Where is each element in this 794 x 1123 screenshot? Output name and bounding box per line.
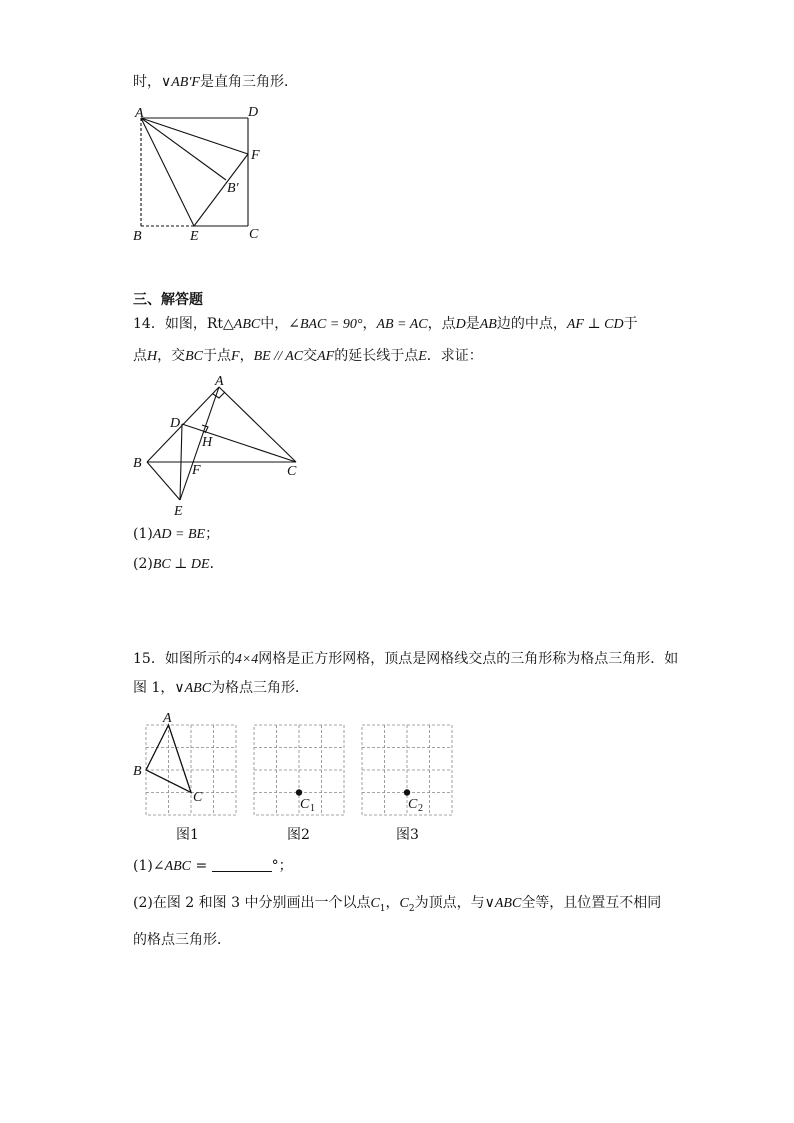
- q14-text: 点: [133, 348, 147, 364]
- q14-text: 交: [303, 348, 318, 364]
- q14-text: 中，: [260, 316, 289, 332]
- q14-label-H: H: [202, 435, 213, 450]
- q15-part2-c2-sub: 2: [408, 903, 415, 914]
- q14-text: ，交: [157, 348, 186, 364]
- q15-part2-line2: 的格点三角形．: [133, 932, 231, 948]
- q15-part1-eq: =: [191, 858, 212, 874]
- q14-seg: AF: [317, 349, 335, 364]
- q13-label-B: B: [133, 229, 142, 244]
- q14-part2-num: (2): [133, 556, 153, 572]
- q14-part2-end: ．: [209, 556, 224, 572]
- q15-caption-fig3: 图3: [396, 827, 419, 843]
- q13-label-C: C: [249, 227, 259, 242]
- q15-grid-fig1: [146, 725, 236, 815]
- q14-eq: AB = AC: [376, 317, 428, 332]
- q15-part2-text: ，: [385, 895, 400, 911]
- q14-seg: BC: [185, 349, 204, 364]
- q14-label-D: D: [170, 416, 181, 431]
- q15-part2-triangle: ∨ABC: [484, 896, 522, 911]
- q14-point: F: [231, 349, 240, 364]
- q14-part1-end: ；: [205, 526, 220, 542]
- q14-text: ，: [362, 316, 377, 332]
- q14-text: ，点: [427, 316, 456, 332]
- q15-part2-text: 为顶点，与: [414, 895, 485, 911]
- q14-text: ，: [239, 348, 254, 364]
- q14-perp: AF ⊥ CD: [566, 317, 624, 332]
- q15-text: 为格点三角形．: [211, 680, 310, 696]
- q14-text: 于: [623, 316, 638, 332]
- q14-text: 的延长线于点: [334, 348, 419, 364]
- q15-grid-fig2: [254, 725, 344, 815]
- q15-part1-text: (1)∠: [133, 858, 165, 874]
- q14-parallel: BE // AC: [253, 349, 304, 364]
- q15-triangle: ∨ABC: [174, 681, 212, 696]
- q14-part2-expr: BC ⊥ DE: [152, 557, 210, 572]
- q14-point: D: [455, 317, 466, 332]
- q14-text: 边的中点，: [496, 316, 567, 332]
- q15-caption-fig2: 图2: [287, 827, 310, 843]
- q14-point: E: [418, 349, 427, 364]
- q14-text: ．求证：: [426, 348, 483, 364]
- q14-text: 14．如图，: [133, 316, 207, 332]
- q15-part2-text: 全等，且位置互不相同: [521, 895, 662, 911]
- q15-label-C2-sub: 2: [418, 803, 423, 814]
- q15-grid-size: 4×4: [234, 652, 259, 667]
- q15-part2-line1: [133, 893, 661, 919]
- q15-answer-blank[interactable]: [212, 857, 272, 872]
- q15-label-C2: C: [408, 797, 418, 812]
- q15-part2-c1: C: [370, 896, 380, 911]
- q15-part1-angle: ABC: [164, 859, 192, 874]
- q15-text: 15．如图所示的: [133, 651, 235, 667]
- q13-label-F: F: [251, 148, 260, 163]
- q15-part2-c2: C: [399, 896, 409, 911]
- q15-label-B: B: [133, 764, 142, 779]
- q13-label-A: A: [135, 106, 144, 121]
- q15-label-C1: C: [300, 797, 310, 812]
- q15-part1: [133, 856, 293, 877]
- q15-grid-fig3: [362, 725, 452, 815]
- q15-caption-fig1: 图1: [176, 827, 199, 843]
- q15-part2-c1-sub: 1: [379, 903, 386, 914]
- q14-label-B: B: [133, 456, 142, 471]
- q14-text: 是: [465, 316, 480, 332]
- section-heading: 三、解答题: [133, 292, 203, 308]
- q13-label-D: D: [248, 105, 259, 120]
- q14-label-E: E: [174, 504, 183, 519]
- q14-part1-num: (1): [133, 526, 153, 542]
- q14-angle: ∠BAC = 90°: [288, 317, 363, 332]
- q14-point: H: [147, 349, 158, 364]
- q15-text: 网格是正方形网格，顶点是网格线交点的三角形称为格点三角形．如: [258, 651, 679, 667]
- q15-label-C1-sub: 1: [310, 803, 315, 814]
- q14-rt: Rt△: [206, 316, 234, 332]
- q14-abc: ABC: [233, 317, 261, 332]
- q15-part2-text: (2)在图 2 和图 3 中分别画出一个以点: [133, 895, 371, 911]
- q15-point-c1: [296, 789, 302, 795]
- q14-label-A: A: [215, 374, 224, 389]
- q14-label-F: F: [192, 463, 201, 478]
- q14-part1-expr: AD = BE: [152, 527, 206, 542]
- q13-tail-prefix: 时，: [133, 74, 161, 90]
- q13-label-Bprime: B′: [227, 181, 239, 196]
- q15-part1-end: °；: [271, 858, 293, 874]
- q14-seg: AB: [479, 317, 497, 332]
- q13-tail-suffix: 是直角三角形．: [199, 74, 298, 90]
- q13-triangle: ∨AB′F: [161, 75, 200, 90]
- q14-text: 于点: [203, 348, 232, 364]
- q15-label-C: C: [193, 790, 203, 805]
- q15-text: 图 1，: [133, 680, 175, 696]
- q13-label-E: E: [190, 229, 199, 244]
- q14-label-C: C: [287, 464, 297, 479]
- q15-point-c2: [404, 789, 410, 795]
- q15-label-A: A: [163, 711, 172, 726]
